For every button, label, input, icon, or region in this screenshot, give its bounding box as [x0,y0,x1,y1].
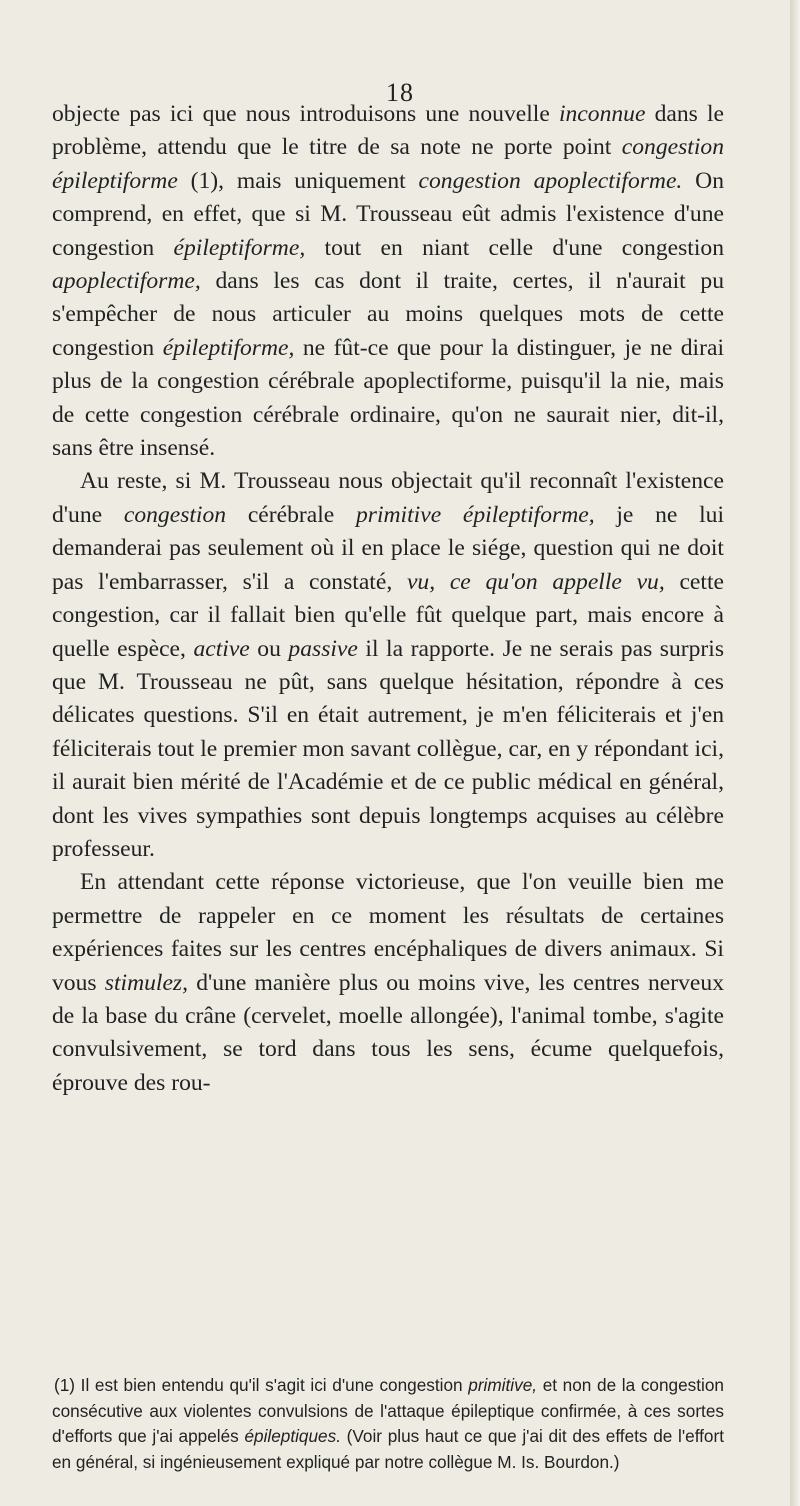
text-run: dans les cas dont il traite, certes, il n'aurait pu s'empêcher de nous articuler au moins quelques mots de cette congestion [52,268,724,361]
italic-text: primitive, [468,1375,538,1395]
italic-text: active [193,635,250,662]
italic-text: passive [288,635,358,662]
text-run: objecte pas ici que nous introduisons une nouvelle [52,101,559,127]
body-text [52,98,724,1100]
italic-text: épileptiques. [244,1426,341,1446]
text-run: En attendant cette réponse victorieuse, que l'on veuille bien me permettre de rappeler en ce moment les résultats de certaines expériences faites sur les centres encéphaliques de divers animaux. Si vous [52,869,724,996]
paragraph-3 [52,866,724,1100]
text-run: (1) Il est bien entendu qu'il s'agit ici d'une congestion [54,1375,469,1395]
italic-text: stimulez, [104,969,189,996]
text-run: d'une manière plus ou moins vive, les centres nerveux de la base du crâne (cervelet, moelle allongée), l'animal tombe, s'agite convulsivement, se tord dans tous les sens, écume quelquefois, éprouve des rou- [52,969,724,1096]
text-run: tout en niant celle d'une congestion [305,234,724,261]
italic-text: primitive épileptiforme, [355,501,595,528]
text-run: (1), mais uniquement [177,167,419,194]
text-run: il la rapporte. Je ne serais pas surpris que M. Trousseau ne pût, sans quelque hésitation, répondre à ces délicates questions. S'il en était autrement, je m'en féliciterais et j'en féliciterais tout le premier mon savant collègue, car, en y répondant ici, il aurait bien mérité de l'Académie et de ce public médical en général, dont les vives sympathies sont depuis longtemps acquises au célèbre professeur. [52,635,724,862]
text-run: ne fût-ce que pour la distinguer, je ne dirai plus de la congestion cérébrale apoplectiforme, puisqu'il la nie, mais de cette congestion cérébrale ordinaire, qu'on ne saurait nier, dit-il, sans être insensé. [52,334,724,462]
footnotes [52,1373,724,1475]
page-number: 18 [386,78,414,107]
text-run: cette congestion, car il fallait bien qu'elle fût quelque part, mais encore à quelle espèce, [52,568,724,662]
italic-text: congestion épileptiforme [52,134,724,194]
text-run: On comprend, en effet, que si M. Trousseau eût admis l'existence d'une congestion [52,167,724,261]
text-run: cérébrale [226,501,356,528]
paragraph-1 [52,98,724,465]
footnote-1 [52,1373,724,1475]
text-run: ou [249,635,289,662]
italic-text: inconnue [558,101,646,127]
text-run: (Voir plus haut ce que j'ai dit des effets de l'effort en général, si ingénieusement expliqué par notre collègue M. Is. Bourdon.) [52,1426,724,1472]
italic-text: épileptiforme, [173,234,306,261]
italic-text: congestion apoplectiforme. [418,167,683,194]
italic-text: congestion [123,501,227,528]
italic-text: vu, ce qu'on appelle vu, [406,568,665,595]
text-run: et non de la congestion consécutive aux violentes convulsions de l'attaque épileptique confirmée, à ces sortes d'efforts que j'ai appelés [52,1375,724,1446]
text-run: Au reste, si M. Trousseau nous objectait qu'il reconnaît l'existence d'une [52,468,724,528]
italic-text: apoplectiforme, [52,268,201,295]
page-edge [790,0,800,1506]
italic-text: épileptiforme, [162,334,295,361]
paragraph-2 [52,465,724,866]
text-run: dans le problème, attendu que le titre de sa note ne porte point [52,101,725,161]
text-run: je ne lui demanderai pas seulement où il en place le siége, question qui ne doit pas l'embarrasser, s'il a constaté, [52,501,725,595]
